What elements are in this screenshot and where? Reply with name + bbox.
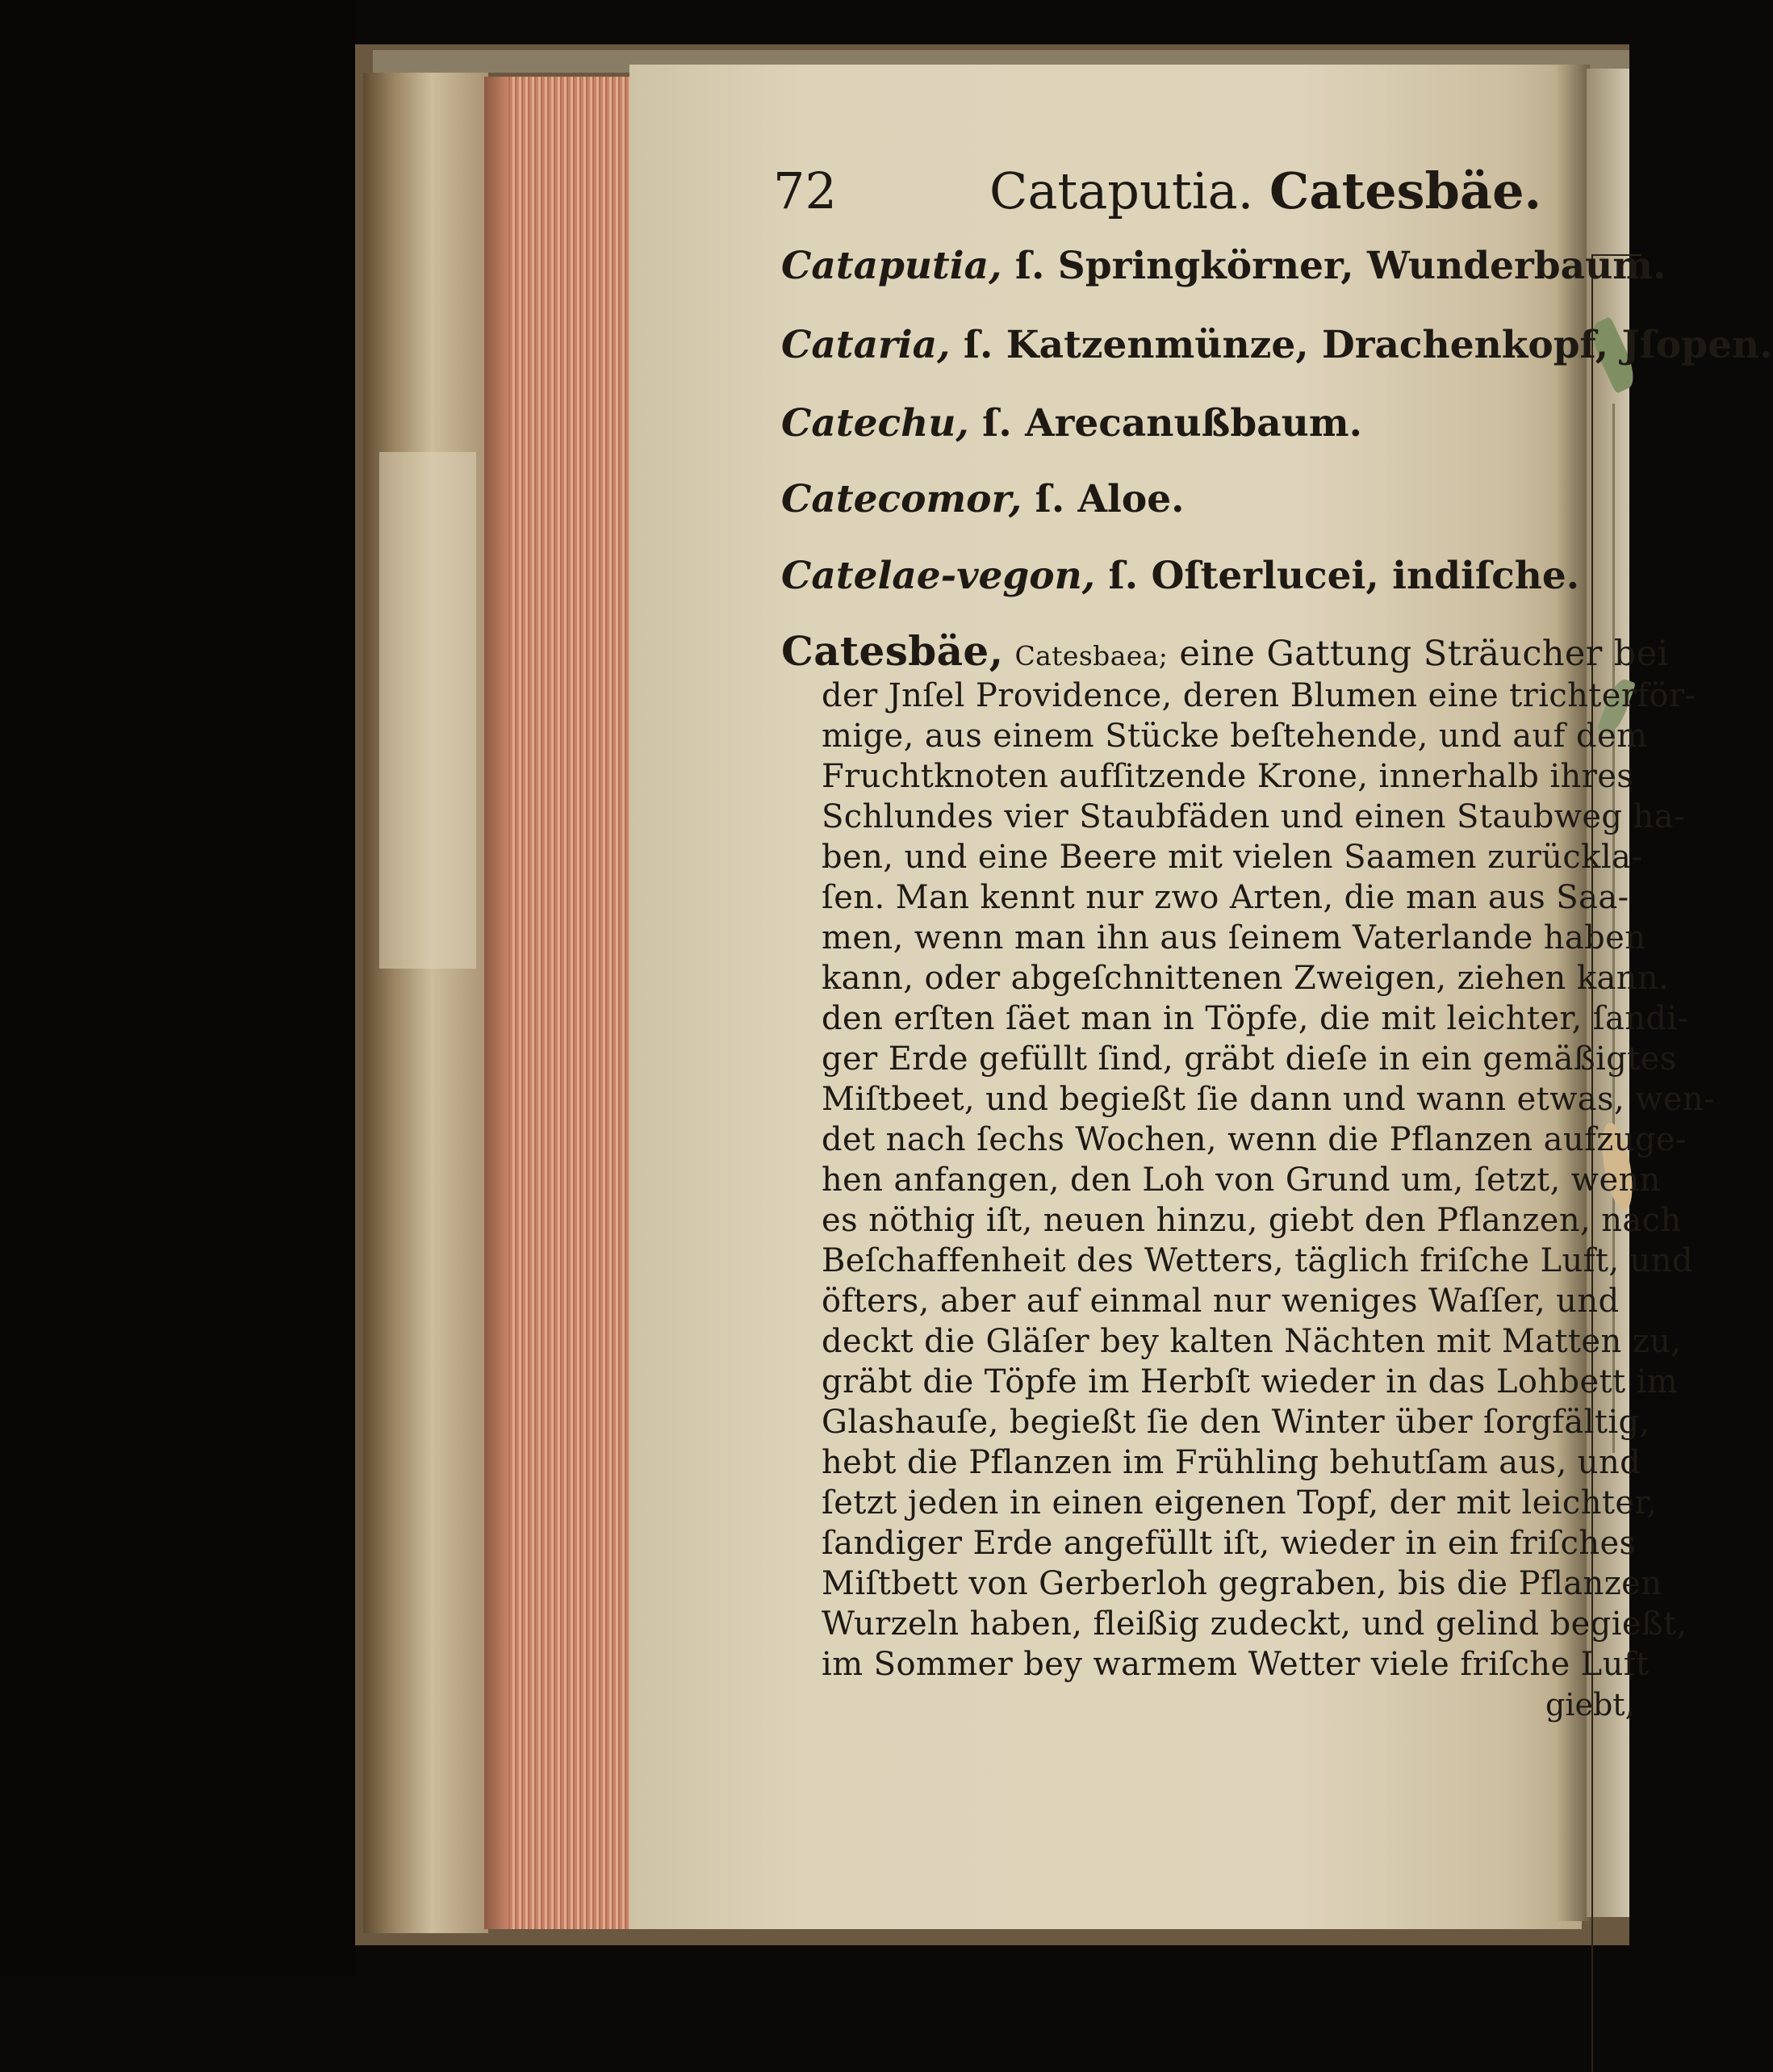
article-line: kann, oder abgeſchnittenen Zweigen, ziehen kann. bbox=[822, 960, 1670, 997]
catchword: giebt, bbox=[1545, 1687, 1635, 1722]
article-line: gräbt die Töpfe im Herbſt wieder in das Lohbett im bbox=[822, 1363, 1679, 1400]
entry-cataria bbox=[781, 321, 1773, 370]
entry-reference: ſ. Katzenmünze, Drachenkopf, Jſopen. bbox=[950, 323, 1773, 367]
entry-lemma: Catecomor, bbox=[781, 477, 1022, 521]
entry-reference: ſ. Springkörner, Wunderbaum. bbox=[1001, 244, 1666, 288]
article-line: mige, aus einem Stücke beſtehende, und auf dem bbox=[822, 718, 1648, 755]
cover-worn-patch bbox=[379, 452, 476, 969]
entry-reference: ſ. Oſterlucei, indiſche. bbox=[1095, 554, 1580, 598]
page-number: 72 bbox=[773, 161, 837, 220]
article-line: ſen. Man kennt nur zwo Arten, die man aus Saa- bbox=[822, 879, 1629, 916]
article-line: Miſtbeet, und begießt ſie dann und wann etwas, wen- bbox=[822, 1081, 1716, 1118]
article-line: hen anfangen, den Loh von Grund um, ſetzt, wenn bbox=[822, 1162, 1661, 1199]
entry-cataputia bbox=[781, 242, 1666, 291]
article-first-line bbox=[781, 627, 1669, 675]
article-line: Beſchaffenheit des Wetters, täglich friſche Luft, und bbox=[822, 1242, 1693, 1279]
entry-lemma: Cataputia, bbox=[781, 244, 1002, 288]
article-line: ger Erde gefüllt ſind, gräbt dieſe in ein gemäßigtes bbox=[822, 1040, 1677, 1078]
article-line: ſandiger Erde angefüllt iſt, wieder in ein friſches bbox=[822, 1525, 1637, 1562]
article-line: Miſtbett von Gerberloh gegraben, bis die Pflanzen bbox=[822, 1565, 1662, 1602]
article-line: det nach ſechs Wochen, wenn die Pflanzen aufzuge- bbox=[822, 1121, 1687, 1158]
entry-lemma: Cataria, bbox=[781, 323, 951, 367]
article-line: im Sommer bey warmem Wetter viele friſche Luft bbox=[822, 1646, 1650, 1683]
article-line: men, wenn man ihn aus ſeinem Vaterlande haben bbox=[822, 919, 1646, 956]
article-line: der Jnſel Providence, deren Blumen eine trichterför- bbox=[822, 677, 1696, 714]
running-head-german: Catesbäe. bbox=[1269, 161, 1542, 220]
entry-lemma: Catechu, bbox=[781, 401, 969, 446]
article-line: ben, und eine Beere mit vielen Saamen zurückla- bbox=[822, 839, 1643, 876]
dark-background bbox=[0, 0, 355, 1976]
entry-reference: ſ. Aloe. bbox=[1022, 477, 1185, 521]
article-line: eine Gattung Sträucher bei bbox=[1179, 634, 1669, 674]
cover-board bbox=[363, 73, 488, 1933]
running-head-latin: Cataputia. bbox=[989, 161, 1254, 220]
article-line: Glashauſe, begießt ſie den Winter über ſorgfältig, bbox=[822, 1404, 1650, 1441]
article-head-word: Catesbäe, bbox=[781, 627, 1004, 675]
article-line: öfters, aber auf einmal nur weniges Waſſer, und bbox=[822, 1283, 1620, 1320]
article-line: ſetzt jeden in einen eigenen Topf, der mit leichter, bbox=[822, 1484, 1658, 1522]
page-edges-shadow bbox=[484, 77, 508, 1929]
page-header bbox=[773, 161, 1548, 226]
article-line: deckt die Gläſer bey kalten Nächten mit Matten zu, bbox=[822, 1323, 1682, 1360]
article-line: Schlundes vier Staubfäden und einen Staubweg ha- bbox=[822, 798, 1685, 835]
article-latin-name: Catesbaea; bbox=[1014, 640, 1169, 672]
running-head bbox=[989, 161, 1541, 220]
entry-catecomor bbox=[781, 475, 1184, 524]
entry-catechu bbox=[781, 400, 1362, 448]
article-line: den erſten ſäet man in Töpfe, die mit leichter, ſandi- bbox=[822, 1000, 1689, 1037]
article-line: Wurzeln haben, fleißig zudeckt, und gelind begießt, bbox=[822, 1605, 1687, 1643]
article-line: es nöthig iſt, neuen hinzu, giebt den Pflanzen, nach bbox=[822, 1202, 1682, 1239]
entry-lemma: Catelae-vegon, bbox=[781, 554, 1096, 598]
entry-catelae-vegon bbox=[781, 552, 1579, 601]
article-line: Fruchtknoten aufſitzende Krone, innerhalb ihres bbox=[822, 758, 1634, 795]
article-line: hebt die Pflanzen im Frühling behutſam aus, und bbox=[822, 1444, 1641, 1481]
entry-reference: ſ. Arecanußbaum. bbox=[968, 401, 1362, 446]
